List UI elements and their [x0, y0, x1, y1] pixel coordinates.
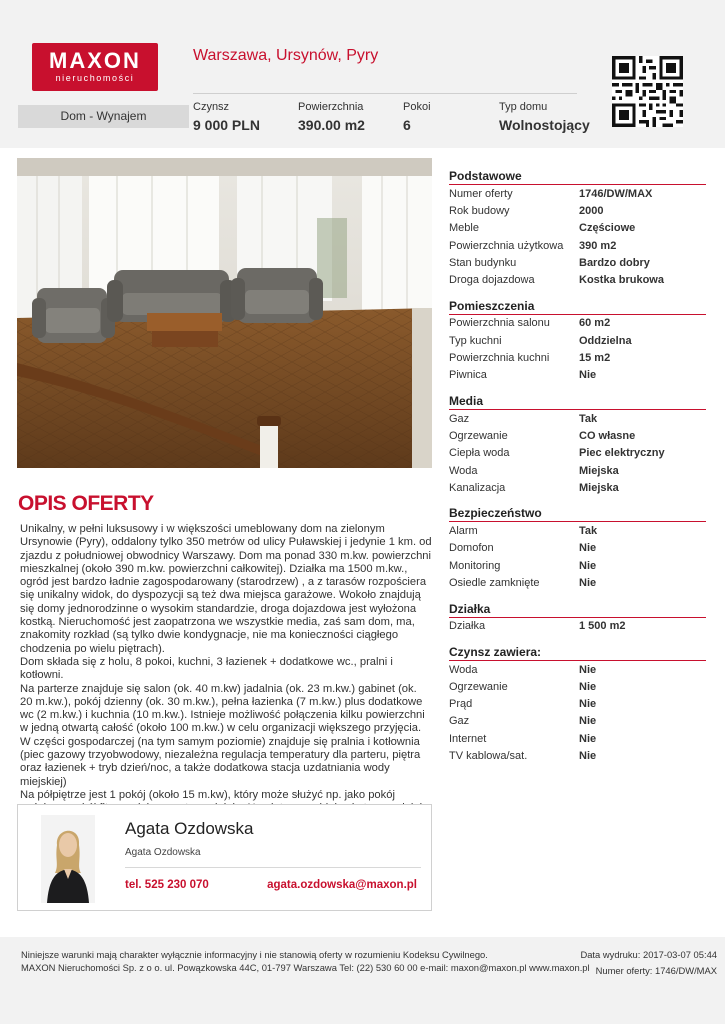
- detail-value: Częściowe: [579, 222, 636, 235]
- section-title: Podstawowe: [449, 168, 706, 185]
- detail-row: [449, 315, 706, 332]
- detail-label: Ciepła woda: [449, 447, 510, 460]
- detail-row: [449, 618, 706, 635]
- section-3: [449, 505, 706, 591]
- detail-label: Numer oferty: [449, 187, 513, 200]
- stat-rooms: [403, 101, 431, 133]
- detail-row: [449, 540, 706, 557]
- section-2: [449, 393, 706, 496]
- detail-value: Piec elektryczny: [579, 447, 665, 460]
- detail-label: Prąd: [449, 698, 473, 711]
- header: [0, 0, 725, 148]
- detail-value: 390 m2: [579, 239, 617, 252]
- detail-value: Miejska: [579, 464, 619, 477]
- stat-label: Czynsz: [193, 101, 230, 113]
- agent-card: [17, 804, 432, 911]
- stat-label: Powierzchnia: [298, 101, 364, 113]
- detail-value: Nie: [579, 542, 597, 555]
- footer-print-date: Data wydruku: 2017-03-07 05:44: [580, 949, 717, 960]
- section-title: Działka: [449, 601, 706, 618]
- detail-value: Kostka brukowa: [579, 274, 664, 287]
- detail-label: Stan budynku: [449, 256, 517, 269]
- detail-label: Osiedle zamknięte: [449, 576, 540, 589]
- footer-disclaimer: Niniejsze warunki mają charakter wyłącznie informacyjny i nie stanowią oferty w rozumieniu Kodeksu Cywilnego.: [21, 949, 488, 960]
- detail-row: [449, 237, 706, 254]
- detail-label: Alarm: [449, 525, 478, 538]
- detail-label: Powierzchnia użytkowa: [449, 239, 564, 252]
- header-divider: [193, 93, 577, 94]
- detail-label: Rok budowy: [449, 204, 510, 217]
- section-title: Czynsz zawiera:: [449, 644, 706, 661]
- detail-value: Nie: [579, 576, 597, 589]
- detail-row: [449, 332, 706, 349]
- detail-label: Działka: [449, 620, 486, 633]
- footer-offer-number: Numer oferty: 1746/DW/MAX: [595, 965, 717, 976]
- detail-row: [449, 185, 706, 202]
- footer-company-info: MAXON Nieruchomości Sp. z o o. ul. Powązkowska 44C, 01-797 Warszawa Tel: (22) 530 60 00 e-mail: maxon@maxon.pl www.maxon.pl: [21, 962, 590, 973]
- detail-label: Powierzchnia kuchni: [449, 352, 550, 365]
- detail-row: [449, 730, 706, 747]
- detail-row: [449, 445, 706, 462]
- stat-value: 390.00 m2: [298, 117, 365, 133]
- detail-row: [449, 202, 706, 219]
- agent-avatar: [41, 815, 95, 903]
- detail-label: TV kablowa/sat.: [449, 750, 528, 763]
- detail-value: Nie: [579, 732, 597, 745]
- section-1: [449, 298, 706, 384]
- detail-row: [449, 522, 706, 539]
- detail-value: Miejska: [579, 481, 619, 494]
- property-photo[interactable]: [17, 158, 432, 468]
- detail-row: [449, 479, 706, 496]
- stat-label: Typ domu: [499, 101, 548, 113]
- detail-label: Monitoring: [449, 559, 501, 572]
- agent-email-link[interactable]: agata.ozdowska@maxon.pl: [267, 879, 417, 891]
- detail-value: Nie: [579, 680, 597, 693]
- stat-area: [298, 101, 365, 133]
- detail-row: [449, 713, 706, 730]
- logo-tagline: nieruchomości: [55, 73, 135, 83]
- detail-label: Gaz: [449, 715, 470, 728]
- section-title: Bezpieczeństwo: [449, 505, 706, 522]
- detail-value: Tak: [579, 412, 598, 425]
- stat-house-type: [499, 101, 590, 133]
- agent-divider: [125, 867, 421, 868]
- detail-value: CO własne: [579, 429, 636, 442]
- detail-row: [449, 271, 706, 288]
- detail-row: [449, 427, 706, 444]
- detail-value: Nie: [579, 715, 597, 728]
- description-title: OPIS OFERTY: [18, 492, 154, 515]
- detail-value: Bardzo dobry: [579, 256, 650, 269]
- detail-label: Piwnica: [449, 369, 487, 382]
- detail-label: Woda: [449, 663, 478, 676]
- detail-value: Oddzielna: [579, 334, 632, 347]
- detail-label: Woda: [449, 464, 478, 477]
- detail-row: [449, 678, 706, 695]
- offer-type-badge: Dom - Wynajem: [18, 105, 189, 128]
- detail-label: Gaz: [449, 412, 470, 425]
- section-4: [449, 601, 706, 635]
- detail-value: Nie: [579, 663, 597, 676]
- detail-value: Nie: [579, 750, 597, 763]
- detail-row: [449, 557, 706, 574]
- section-0: [449, 168, 706, 289]
- section-title: Pomieszczenia: [449, 298, 706, 315]
- detail-value: 2000: [579, 204, 604, 217]
- detail-value: 1746/DW/MAX: [579, 187, 653, 200]
- agent-name: Agata Ozdowska: [125, 819, 254, 838]
- agent-subname: Agata Ozdowska: [125, 847, 201, 858]
- section-title: Media: [449, 393, 706, 410]
- detail-value: 15 m2: [579, 352, 611, 365]
- detail-row: [449, 696, 706, 713]
- detail-value: Nie: [579, 698, 597, 711]
- description-text: Unikalny, w pełni luksusowy i w większości umeblowany dom na zielonym Ursynowie (Pyry), oddalony tylko 350 metrów od ulicy Puławskiej i jedynie 1 km. od zjazdu z południowej obwodnicy Warszawy. Dom ma ponad 330 m.kw. powierzchni mieszkalnej (około 390 m.kw. powierzchni całkowitej). Działka ma 1500 m.kw., ogród jest bardzo ładnie zagospodarowany (starodrzew) , a z tarasów rozpościera się unikalny widok, do dyspozycji są też dwa miejsca garażowe. Wokoło znajdują się domy jednorodzinne o wysokim standardzie, droga dojazdowa jest wyłożona kostką. Nieruchomość jest zaopatrzona we wszystkie media, zaś sam dom, ma, znakomity rozkład (są tylko dwie kondygnacje, nie ma konieczności ciągłego chodzenia po wielu piętrach). Dom składa się z holu, 8 pokoi, kuchni, 3 łazienek + dodatkowe wc., pralni i kotłowni. Na parterze znajduje się salon (ok. 40 m.kw) jadalnia (ok. 23 m.kw.) gabinet (ok. 20 m.kw.), pokój dzienny (ok. 30 m.kw.), pełna łazienka (7 m.kw.) plus dodatkowe wc (2 m.kw.) i kuchnia (10 m.kw.). Istnieje możliwość połączenia kilku powierzchni w jedną otwartą całość (około 100 m.kw.) w celu organizacji większego przyjęcia. W części gospodarczej (na tym samym poziomie) znajduje się pralnia i kotłownia (piec gazowy trzyobwodowy, niezależna regulacja temperatury dla parteru, piętra oraz łazienek + tryb dzień/noc, a także dodatkowa stacja uzdatniania wody miejskiej) Na półpiętrze jest 1 pokój (około 15 m.kw), który może służyć np. jako pokój: [20, 523, 432, 801]
- stat-value: 9 000 PLN: [193, 117, 260, 133]
- detail-row: [449, 574, 706, 591]
- detail-value: Nie: [579, 369, 597, 382]
- stat-label: Pokoi: [403, 101, 431, 113]
- logo-wordmark: MAXON: [49, 48, 141, 73]
- detail-label: Typ kuchni: [449, 334, 502, 347]
- detail-label: Meble: [449, 222, 479, 235]
- detail-value: Nie: [579, 559, 597, 572]
- footer: [0, 937, 725, 1024]
- detail-label: Kanalizacja: [449, 481, 506, 494]
- detail-value: Tak: [579, 525, 598, 538]
- detail-row: [449, 220, 706, 237]
- detail-label: Ogrzewanie: [449, 429, 508, 442]
- detail-value: 60 m2: [579, 317, 611, 330]
- detail-row: [449, 462, 706, 479]
- property-details: [449, 168, 706, 774]
- offer-location: Warszawa, Ursynów, Pyry: [193, 47, 379, 64]
- detail-label: Powierzchnia salonu: [449, 317, 550, 330]
- maxon-logo[interactable]: [32, 43, 158, 91]
- stat-rent: [193, 101, 260, 133]
- detail-label: Domofon: [449, 542, 494, 555]
- stat-value: Wolnostojący: [499, 117, 590, 133]
- detail-value: 1 500 m2: [579, 620, 626, 633]
- detail-row: [449, 410, 706, 427]
- detail-row: [449, 661, 706, 678]
- detail-row: [449, 367, 706, 384]
- agent-phone-link[interactable]: tel. 525 230 070: [125, 879, 209, 891]
- detail-label: Internet: [449, 732, 487, 745]
- detail-row: [449, 349, 706, 366]
- qr-code-icon[interactable]: [612, 56, 683, 127]
- detail-label: Droga dojazdowa: [449, 274, 535, 287]
- stat-value: 6: [403, 117, 411, 133]
- detail-label: Ogrzewanie: [449, 680, 508, 693]
- detail-row: [449, 254, 706, 271]
- detail-row: [449, 747, 706, 764]
- section-5: [449, 644, 706, 765]
